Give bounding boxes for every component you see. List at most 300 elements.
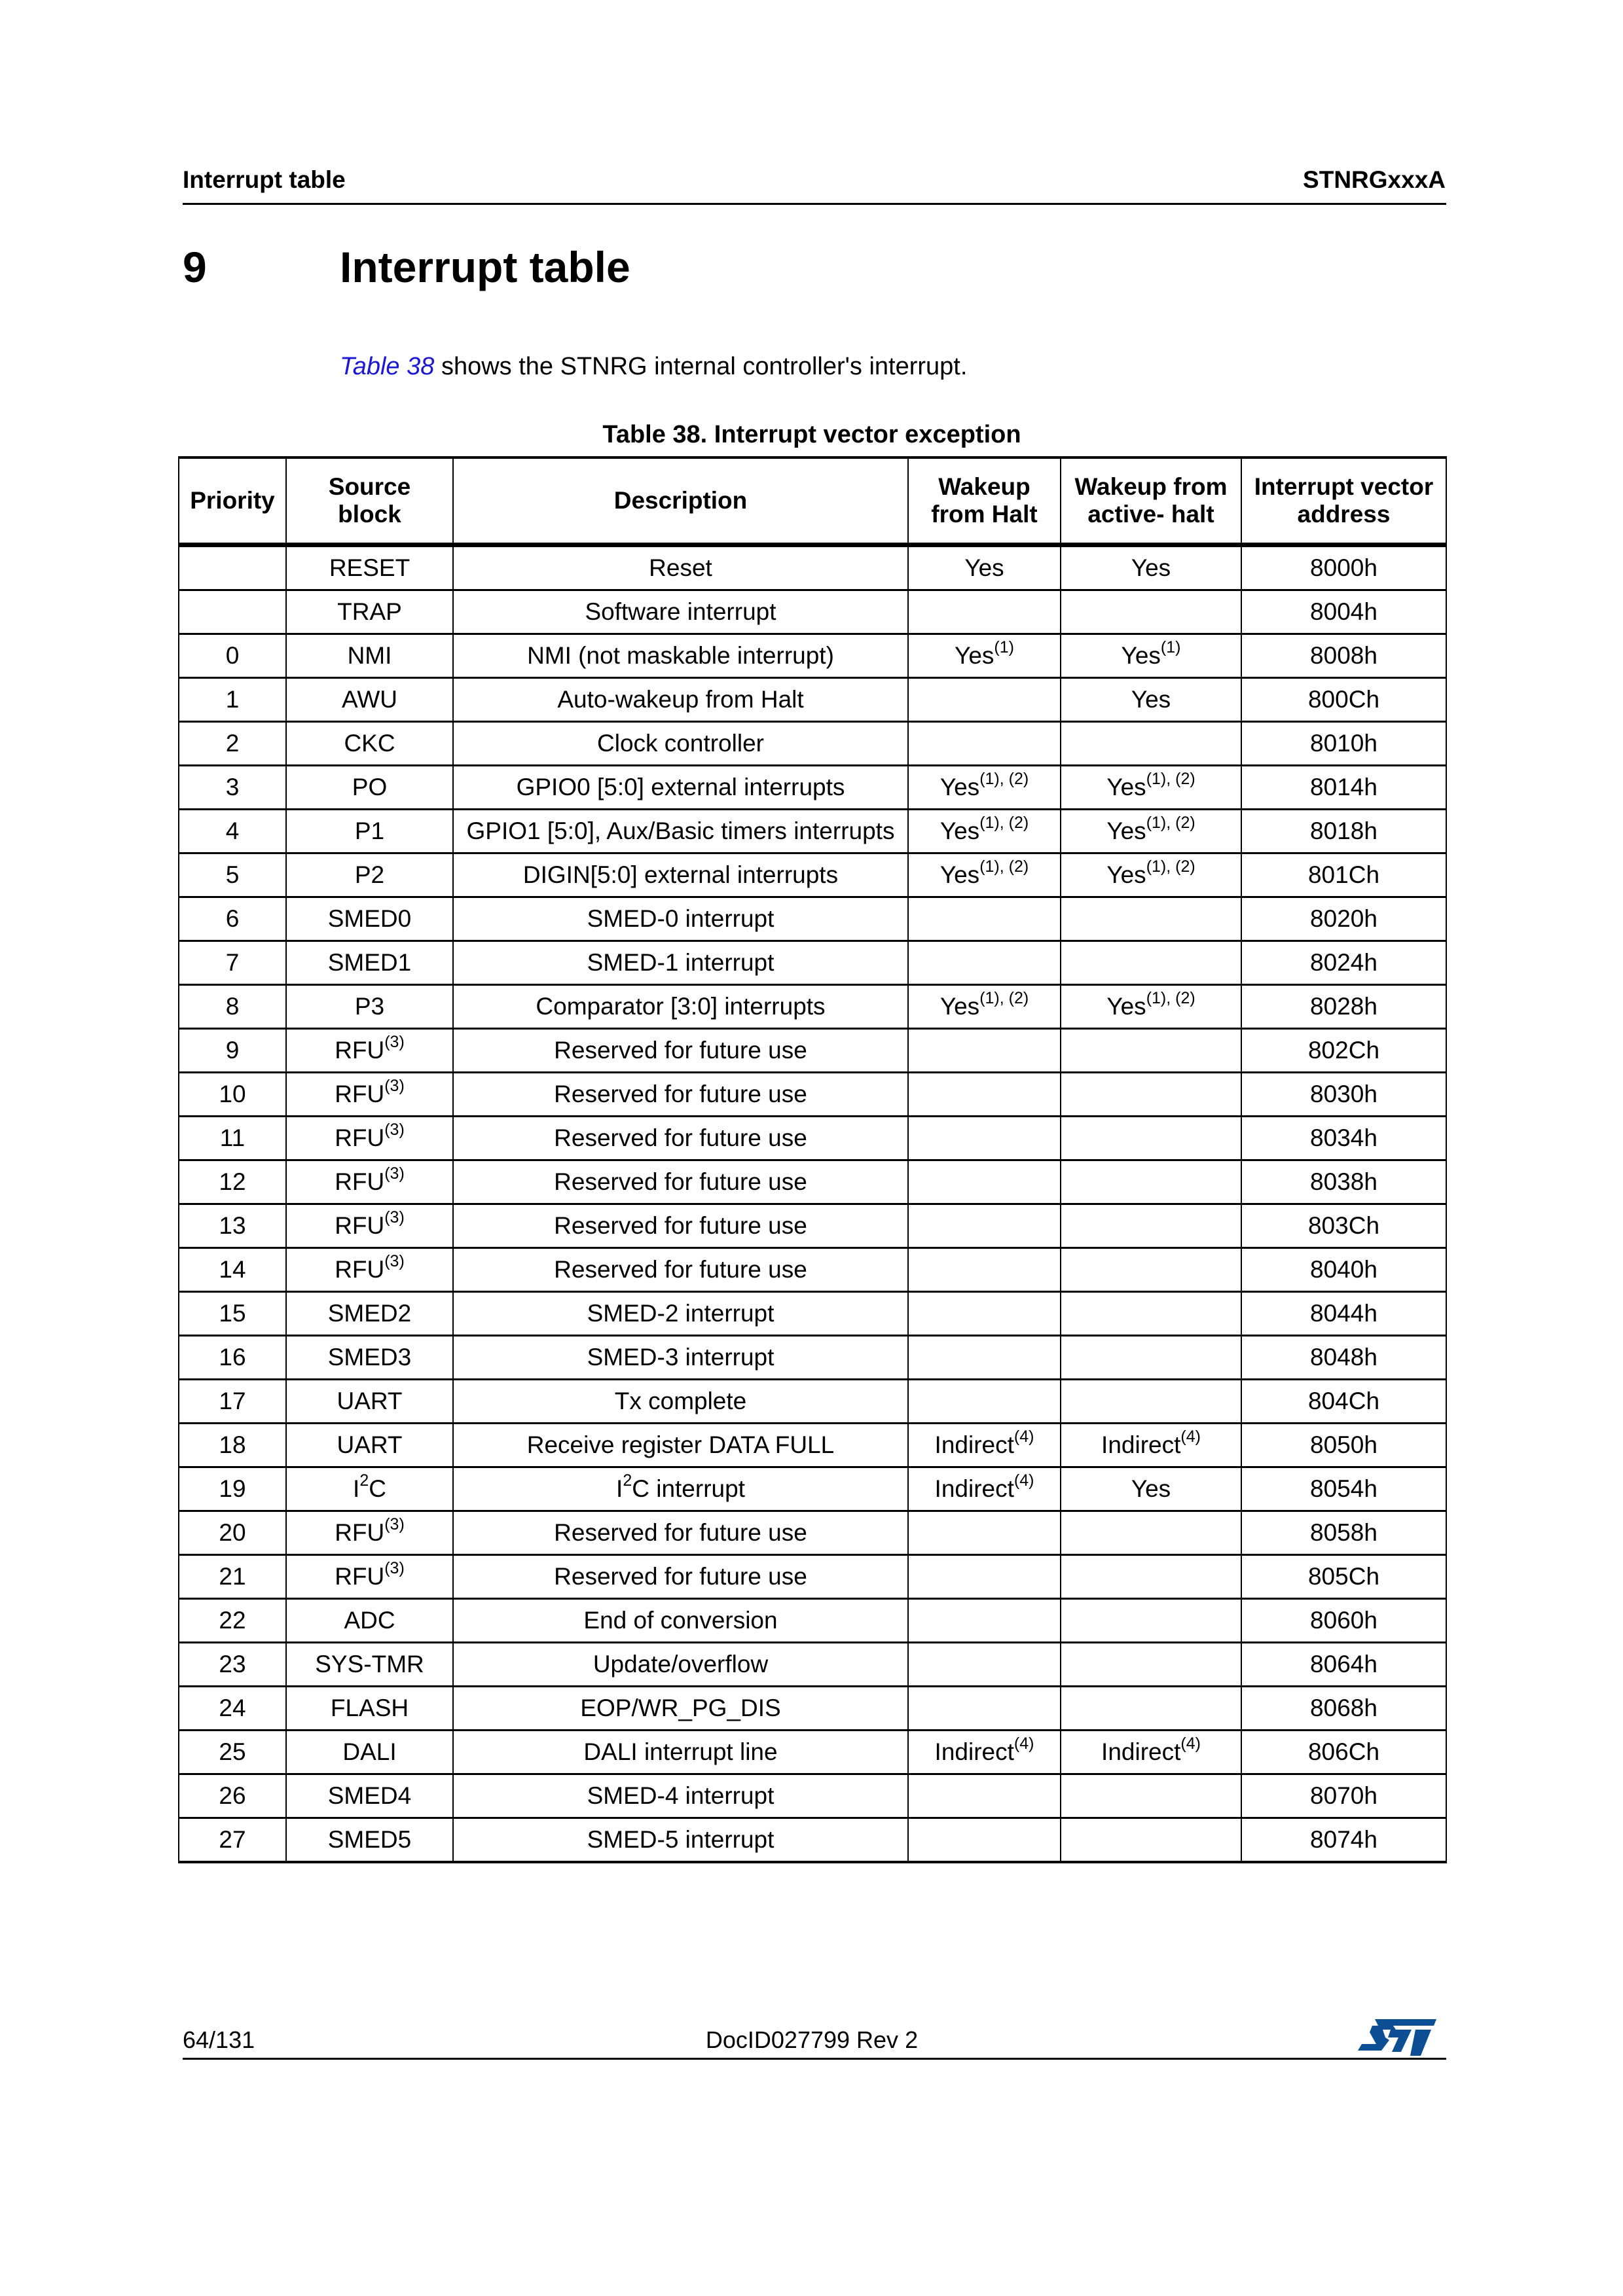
cell-description [453,1555,908,1599]
cell-description [453,1117,908,1160]
cell-vector-address [1241,545,1446,590]
source-value: SMED4 [327,1782,412,1809]
header-label-line1: Priority [190,487,275,514]
cell-wakeup-active-halt [1061,1511,1241,1555]
cell-priority [179,1511,286,1555]
source-value-rest: C [369,1475,386,1502]
priority-value: 13 [219,1212,246,1239]
source-value: P3 [354,993,385,1020]
cell-description [453,1687,908,1731]
vector-address-value: 8024h [1310,949,1377,976]
source-footnote-ref: (3) [384,1558,405,1577]
section-title: Interrupt table [340,243,630,291]
cell-priority [179,1292,286,1336]
cell-wakeup-active-halt [1061,766,1241,810]
vector-address-value: 8074h [1310,1826,1377,1853]
table-row [179,1029,1446,1073]
cell-vector-address [1241,590,1446,634]
cell-source-block [286,634,453,678]
table-row [179,1511,1446,1555]
cell-wakeup-halt [908,1467,1061,1511]
description-value: Reserved for future use [554,1519,807,1546]
table-row [179,1555,1446,1599]
source-value: RESET [329,554,410,581]
table-row [179,590,1446,634]
wakeup-active-halt-value: Yes [1106,774,1146,800]
cell-wakeup-halt [908,1336,1061,1380]
cell-vector-address [1241,1818,1446,1863]
description-value: GPIO0 [5:0] external interrupts [516,774,845,800]
header-label-line2: address [1297,501,1391,528]
description-value: Reserved for future use [554,1037,807,1064]
wakeup-active-halt-footnote-ref: (1), (2) [1146,988,1195,1007]
cell-wakeup-active-halt [1061,1774,1241,1818]
cell-source-block [286,1643,453,1687]
header-vector-address [1241,457,1446,545]
header-source-block [286,457,453,545]
description-value: Reserved for future use [554,1212,807,1239]
cell-wakeup-halt [908,722,1061,766]
cell-wakeup-active-halt [1061,545,1241,590]
wakeup-active-halt-footnote-ref: (1), (2) [1146,813,1195,832]
cell-vector-address [1241,853,1446,897]
source-value: RFU [335,1081,385,1107]
table-body [179,545,1446,1863]
cell-vector-address [1241,985,1446,1029]
vector-address-value: 8068h [1310,1695,1377,1721]
vector-address-value: 8000h [1310,554,1377,581]
header-label-line1: Interrupt vector [1254,473,1434,500]
cell-description [453,678,908,722]
cell-description [453,1599,908,1643]
cell-wakeup-active-halt [1061,678,1241,722]
table-row [179,1160,1446,1204]
cell-source-block [286,1599,453,1643]
description-value: EOP/WR_PG_DIS [580,1695,781,1721]
wakeup-active-halt-value: Yes [1106,993,1146,1020]
cell-wakeup-active-halt [1061,1029,1241,1073]
cell-priority [179,1424,286,1467]
wakeup-halt-value: Yes [955,642,994,669]
cell-wakeup-active-halt [1061,1292,1241,1336]
priority-value: 9 [225,1037,240,1064]
cell-priority [179,678,286,722]
vector-address-value: 8070h [1310,1782,1377,1809]
description-value: SMED-2 interrupt [587,1300,775,1327]
vector-address-value: 8020h [1310,905,1377,932]
cell-description [453,1160,908,1204]
header-label-line2: block [338,501,401,528]
table-38-link[interactable]: Table 38 [340,353,435,380]
source-footnote-ref: (3) [384,1076,405,1095]
vector-address-value: 8014h [1310,774,1377,800]
cell-priority [179,1818,286,1863]
priority-value: 14 [219,1256,246,1283]
cell-vector-address [1241,1292,1446,1336]
table-row [179,985,1446,1029]
priority-value: 25 [219,1738,246,1765]
cell-vector-address [1241,634,1446,678]
cell-description [453,1467,908,1511]
description-value: Tx complete [614,1388,747,1414]
st-logo-icon [1355,2018,1440,2057]
cell-wakeup-active-halt [1061,1687,1241,1731]
cell-source-block [286,1380,453,1424]
cell-description [453,722,908,766]
cell-source-block [286,853,453,897]
table-row [179,678,1446,722]
cell-description [453,1248,908,1292]
cell-description [453,545,908,590]
cell-vector-address [1241,1248,1446,1292]
description-value: Update/overflow [593,1651,769,1677]
header-label-line1: Wakeup from [1074,473,1228,500]
priority-value: 20 [219,1519,246,1546]
cell-wakeup-active-halt [1061,1160,1241,1204]
cell-priority [179,897,286,941]
wakeup-halt-footnote-ref: (4) [1013,1427,1034,1446]
wakeup-halt-footnote-ref: (1), (2) [979,813,1029,832]
cell-vector-address [1241,897,1446,941]
cell-wakeup-active-halt [1061,1204,1241,1248]
wakeup-halt-value: Indirect [934,1431,1014,1458]
description-value: I [616,1475,623,1502]
cell-description [453,1204,908,1248]
cell-priority [179,1029,286,1073]
description-value: DALI interrupt line [583,1738,778,1765]
vector-address-value: 803Ch [1307,1212,1380,1239]
cell-priority [179,1248,286,1292]
cell-wakeup-active-halt [1061,1336,1241,1380]
table-row [179,1467,1446,1511]
cell-source-block [286,1731,453,1774]
source-value: UART [337,1431,403,1458]
table-row [179,810,1446,853]
cell-wakeup-halt [908,897,1061,941]
cell-priority [179,1599,286,1643]
cell-priority [179,1380,286,1424]
wakeup-active-halt-footnote-ref: (1) [1160,637,1181,656]
cell-wakeup-active-halt [1061,810,1241,853]
wakeup-active-halt-value: Yes [1106,861,1146,888]
header-label-line1: Source [328,473,411,500]
cell-vector-address [1241,810,1446,853]
cell-wakeup-halt [908,1117,1061,1160]
cell-vector-address [1241,1599,1446,1643]
vector-address-value: 8028h [1310,993,1377,1020]
description-value: SMED-0 interrupt [587,905,775,932]
doc-id: DocID027799 Rev 2 [705,2026,919,2053]
priority-value: 21 [219,1563,246,1590]
table-row [179,853,1446,897]
cell-wakeup-halt [908,590,1061,634]
cell-source-block [286,1687,453,1731]
wakeup-halt-footnote-ref: (1) [994,637,1014,656]
source-value: RFU [335,1124,385,1151]
cell-description [453,897,908,941]
cell-priority [179,1555,286,1599]
cell-wakeup-halt [908,1818,1061,1863]
table-row [179,1599,1446,1643]
cell-vector-address [1241,1160,1446,1204]
wakeup-active-halt-value: Yes [1106,817,1146,844]
cell-description [453,1643,908,1687]
wakeup-active-halt-value: Yes [1131,686,1171,713]
cell-source-block [286,722,453,766]
page-number: 64/131 [183,2026,255,2053]
source-footnote-ref: (3) [384,1164,405,1183]
cell-wakeup-halt [908,1424,1061,1467]
cell-priority [179,766,286,810]
cell-vector-address [1241,941,1446,985]
source-value: RFU [335,1563,385,1590]
cell-priority [179,853,286,897]
priority-value: 12 [219,1168,246,1195]
priority-value: 23 [219,1651,246,1677]
description-value: Reserved for future use [554,1563,807,1590]
source-value: I [353,1475,360,1502]
wakeup-active-halt-footnote-ref: (1), (2) [1146,769,1195,788]
source-footnote-ref: (3) [384,1515,405,1534]
description-value: Software interrupt [585,598,776,625]
priority-value: 8 [225,993,240,1020]
cell-vector-address [1241,1774,1446,1818]
wakeup-halt-value: Yes [939,993,980,1020]
cell-wakeup-active-halt [1061,1117,1241,1160]
table-row [179,1073,1446,1117]
cell-source-block [286,1336,453,1380]
wakeup-halt-value: Yes [964,554,1004,581]
wakeup-halt-value: Yes [939,774,980,800]
vector-address-value: 801Ch [1307,861,1380,888]
cell-wakeup-active-halt [1061,1555,1241,1599]
header-priority [179,457,286,545]
cell-wakeup-active-halt [1061,897,1241,941]
running-header-product: STNRGxxxA [1303,166,1446,193]
description-value: Reserved for future use [554,1256,807,1283]
source-value: P1 [354,817,385,844]
description-value: Reset [649,554,712,581]
cell-description [453,1511,908,1555]
vector-address-value: 806Ch [1307,1738,1380,1765]
cell-priority [179,1731,286,1774]
table-header-row [179,457,1446,545]
cell-vector-address [1241,1380,1446,1424]
table-row [179,766,1446,810]
cell-source-block [286,1292,453,1336]
vector-address-value: 804Ch [1307,1388,1380,1414]
vector-address-value: 8058h [1310,1519,1377,1546]
header-wakeup-active-halt [1061,457,1241,545]
cell-priority [179,810,286,853]
cell-wakeup-halt [908,634,1061,678]
description-value: SMED-3 interrupt [587,1344,775,1371]
cell-description [453,766,908,810]
cell-source-block [286,1774,453,1818]
description-value: SMED-4 interrupt [587,1782,775,1809]
wakeup-halt-value: Yes [939,817,980,844]
header-label-line2: active- halt [1087,501,1214,528]
description-value: SMED-5 interrupt [587,1826,775,1853]
source-value: RFU [335,1168,385,1195]
cell-source-block [286,1160,453,1204]
cell-vector-address [1241,1555,1446,1599]
description-value: Comparator [3:0] interrupts [536,993,826,1020]
cell-vector-address [1241,1643,1446,1687]
source-value: RFU [335,1256,385,1283]
vector-address-value: 8054h [1310,1475,1377,1502]
cell-wakeup-halt [908,1204,1061,1248]
description-value: Reserved for future use [554,1168,807,1195]
source-value: DALI [342,1738,397,1765]
cell-source-block [286,1511,453,1555]
table-row [179,1248,1446,1292]
priority-value: 3 [225,774,240,800]
description-value: Receive register DATA FULL [526,1431,835,1458]
cell-priority [179,1643,286,1687]
cell-description [453,1292,908,1336]
table-row [179,1818,1446,1863]
table-row [179,1731,1446,1774]
cell-vector-address [1241,1731,1446,1774]
cell-priority [179,1117,286,1160]
cell-wakeup-halt [908,678,1061,722]
description-value: DIGIN[5:0] external interrupts [522,861,839,888]
cell-priority [179,1073,286,1117]
cell-vector-address [1241,1424,1446,1467]
cell-wakeup-halt [908,1731,1061,1774]
description-value: NMI (not maskable interrupt) [527,642,834,669]
wakeup-active-halt-value: Yes [1131,1475,1171,1502]
source-value: RFU [335,1519,385,1546]
cell-wakeup-halt [908,1599,1061,1643]
cell-description [453,810,908,853]
vector-address-value: 8050h [1310,1431,1377,1458]
priority-value: 15 [219,1300,246,1327]
wakeup-active-halt-value: Yes [1121,642,1161,669]
cell-description [453,1380,908,1424]
vector-address-value: 8040h [1310,1256,1377,1283]
priority-value: 7 [225,949,240,976]
source-value: SMED0 [327,905,412,932]
source-value: SYS-TMR [315,1651,424,1677]
cell-vector-address [1241,1029,1446,1073]
description-value: End of conversion [583,1607,778,1634]
wakeup-halt-footnote-ref: (1), (2) [979,988,1029,1007]
vector-address-value: 8030h [1310,1081,1377,1107]
source-value: TRAP [337,598,402,625]
source-value: UART [337,1388,403,1414]
header-description [453,457,908,545]
description-value: GPIO1 [5:0], Aux/Basic timers interrupts [466,817,895,844]
table-row [179,1380,1446,1424]
cell-vector-address [1241,722,1446,766]
source-footnote-ref: (3) [384,1032,405,1051]
cell-wakeup-halt [908,1774,1061,1818]
cell-source-block [286,545,453,590]
description-value: Clock controller [597,730,764,757]
priority-value: 16 [219,1344,246,1371]
cell-vector-address [1241,1204,1446,1248]
source-value: P2 [354,861,385,888]
cell-wakeup-halt [908,1248,1061,1292]
cell-wakeup-active-halt [1061,1380,1241,1424]
wakeup-active-halt-footnote-ref: (4) [1180,1427,1201,1446]
cell-description [453,1029,908,1073]
source-footnote-ref: (3) [384,1120,405,1139]
priority-value: 5 [225,861,240,888]
source-value: SMED3 [327,1344,412,1371]
cell-wakeup-active-halt [1061,1424,1241,1467]
vector-address-value: 805Ch [1307,1563,1380,1590]
cell-source-block [286,1029,453,1073]
wakeup-halt-value: Indirect [934,1475,1014,1502]
vector-address-value: 8038h [1310,1168,1377,1195]
table-row [179,1204,1446,1248]
cell-source-block [286,1555,453,1599]
cell-wakeup-active-halt [1061,1731,1241,1774]
wakeup-halt-value: Yes [939,861,980,888]
cell-wakeup-active-halt [1061,1643,1241,1687]
cell-vector-address [1241,1511,1446,1555]
header-label-line2: from Halt [931,501,1038,528]
cell-wakeup-halt [908,853,1061,897]
table-row [179,545,1446,590]
vector-address-value: 8004h [1310,598,1377,625]
footer-divider [183,2058,1446,2060]
cell-vector-address [1241,678,1446,722]
section-number: 9 [183,243,207,291]
wakeup-active-halt-value: Yes [1131,554,1171,581]
cell-priority [179,1774,286,1818]
table-row [179,1643,1446,1687]
cell-description [453,1774,908,1818]
cell-priority [179,1204,286,1248]
vector-address-value: 8034h [1310,1124,1377,1151]
cell-wakeup-halt [908,1073,1061,1117]
header-wakeup-halt [908,457,1061,545]
priority-value: 22 [219,1607,246,1634]
cell-description [453,1073,908,1117]
cell-wakeup-halt [908,1160,1061,1204]
table-row [179,1292,1446,1336]
vector-address-value: 8060h [1310,1607,1377,1634]
cell-source-block [286,1467,453,1511]
cell-wakeup-active-halt [1061,1818,1241,1863]
cell-description [453,853,908,897]
header-divider [183,203,1446,205]
source-superscript: 2 [359,1471,369,1490]
wakeup-halt-footnote-ref: (4) [1013,1734,1034,1753]
priority-value: 0 [225,642,240,669]
cell-priority [179,722,286,766]
interrupt-vector-table [178,456,1447,1863]
cell-wakeup-halt [908,941,1061,985]
vector-address-value: 8010h [1310,730,1377,757]
wakeup-halt-value: Indirect [934,1738,1014,1765]
vector-address-value: 8048h [1310,1344,1377,1371]
cell-priority [179,1160,286,1204]
priority-value: 26 [219,1782,246,1809]
wakeup-active-halt-value: Indirect [1101,1738,1181,1765]
wakeup-halt-footnote-ref: (4) [1013,1471,1034,1490]
description-value-rest: C interrupt [632,1475,745,1502]
cell-wakeup-halt [908,1511,1061,1555]
cell-wakeup-halt [908,810,1061,853]
vector-address-value: 8018h [1310,817,1377,844]
cell-wakeup-active-halt [1061,634,1241,678]
cell-wakeup-halt [908,545,1061,590]
